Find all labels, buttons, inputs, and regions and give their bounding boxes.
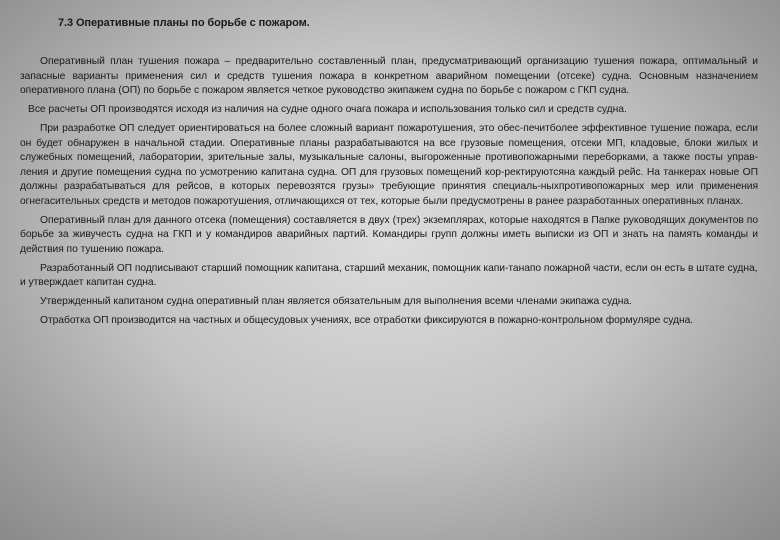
paragraph-calculations: Все расчеты ОП производятся исходя из наличия на судне одного очага пожара и использования только сил и средств судна. (28, 104, 627, 115)
section-heading: 7.3 Оперативные планы по борьбе с пожаром. (58, 17, 310, 29)
paragraph-development: При разработке ОП следует ориентироваться на более сложный вариант пожаротушения, это обес-печитболее эффективное тушение пожара, если он будет обнаружен в начальной стадии. Оперативные планы разрабатываются на все грузовые помещения, отсеки МП, кладовые, блоки жилых и служебных помещений, лаборатории, зрительные залы, музыкальные салоны, выгороженные противопожарными переборками, а также посты управ-ления и другие помещения судна по усмотрению капитана судна. ОП для грузовых помещений кор-ректируютсяна каждый рейс. На танкерах новые ОП должны разрабатываться для рейсов, в которых перевозятся грузы» требующие принятия специаль-ныхпротивопожарных мер или применения огнегасительных средств и методов пожаротушения, отличающихся от тех, которые были предусмотрены в ранее разработанных оперативных планах. (20, 123, 758, 207)
paragraph-signing: Разработанный ОП подписывают старший помощник капитана, старший механик, помощник капи-танапо пожарной части, если он есть в штате судна, и утверждает капитан судна. (20, 262, 758, 288)
paragraph-copies: Оперативный план для данного отсека (помещения) составляется в двух (трех) экземплярах, которые находятся в Папке руководящих документов по борьбе за живучесть судна на ГКП и у командиров аварийных партий. Командиры групп должны иметь выписки из ОП и знать на память команды и действия по тушению пожара. (20, 214, 758, 255)
document-body (20, 55, 758, 333)
paragraph-training: Отработка ОП производится на частных и общесудовых учениях, все отработки фиксируются в пожарно-контрольном формуляре судна. (40, 315, 694, 326)
paragraph-definition: Оперативный план тушения пожара – предварительно составленный план, предусматривающий организацию тушения пожара, оптимальный и запасные варианты применения сил и средств тушения пожара в конкретном аварийном помещении (отсеке) судна. Основным назначением оперативного плана (ОП) по борьбе с пожаром является четкое руководство экипажем судна по борьбе с пожаром с ГКП судна. (20, 56, 758, 96)
document-page (20, 0, 758, 540)
paragraph-approval: Утвержденный капитаном судна оперативный план является обязательным для выполнения всеми членами экипажа судна. (40, 296, 632, 307)
